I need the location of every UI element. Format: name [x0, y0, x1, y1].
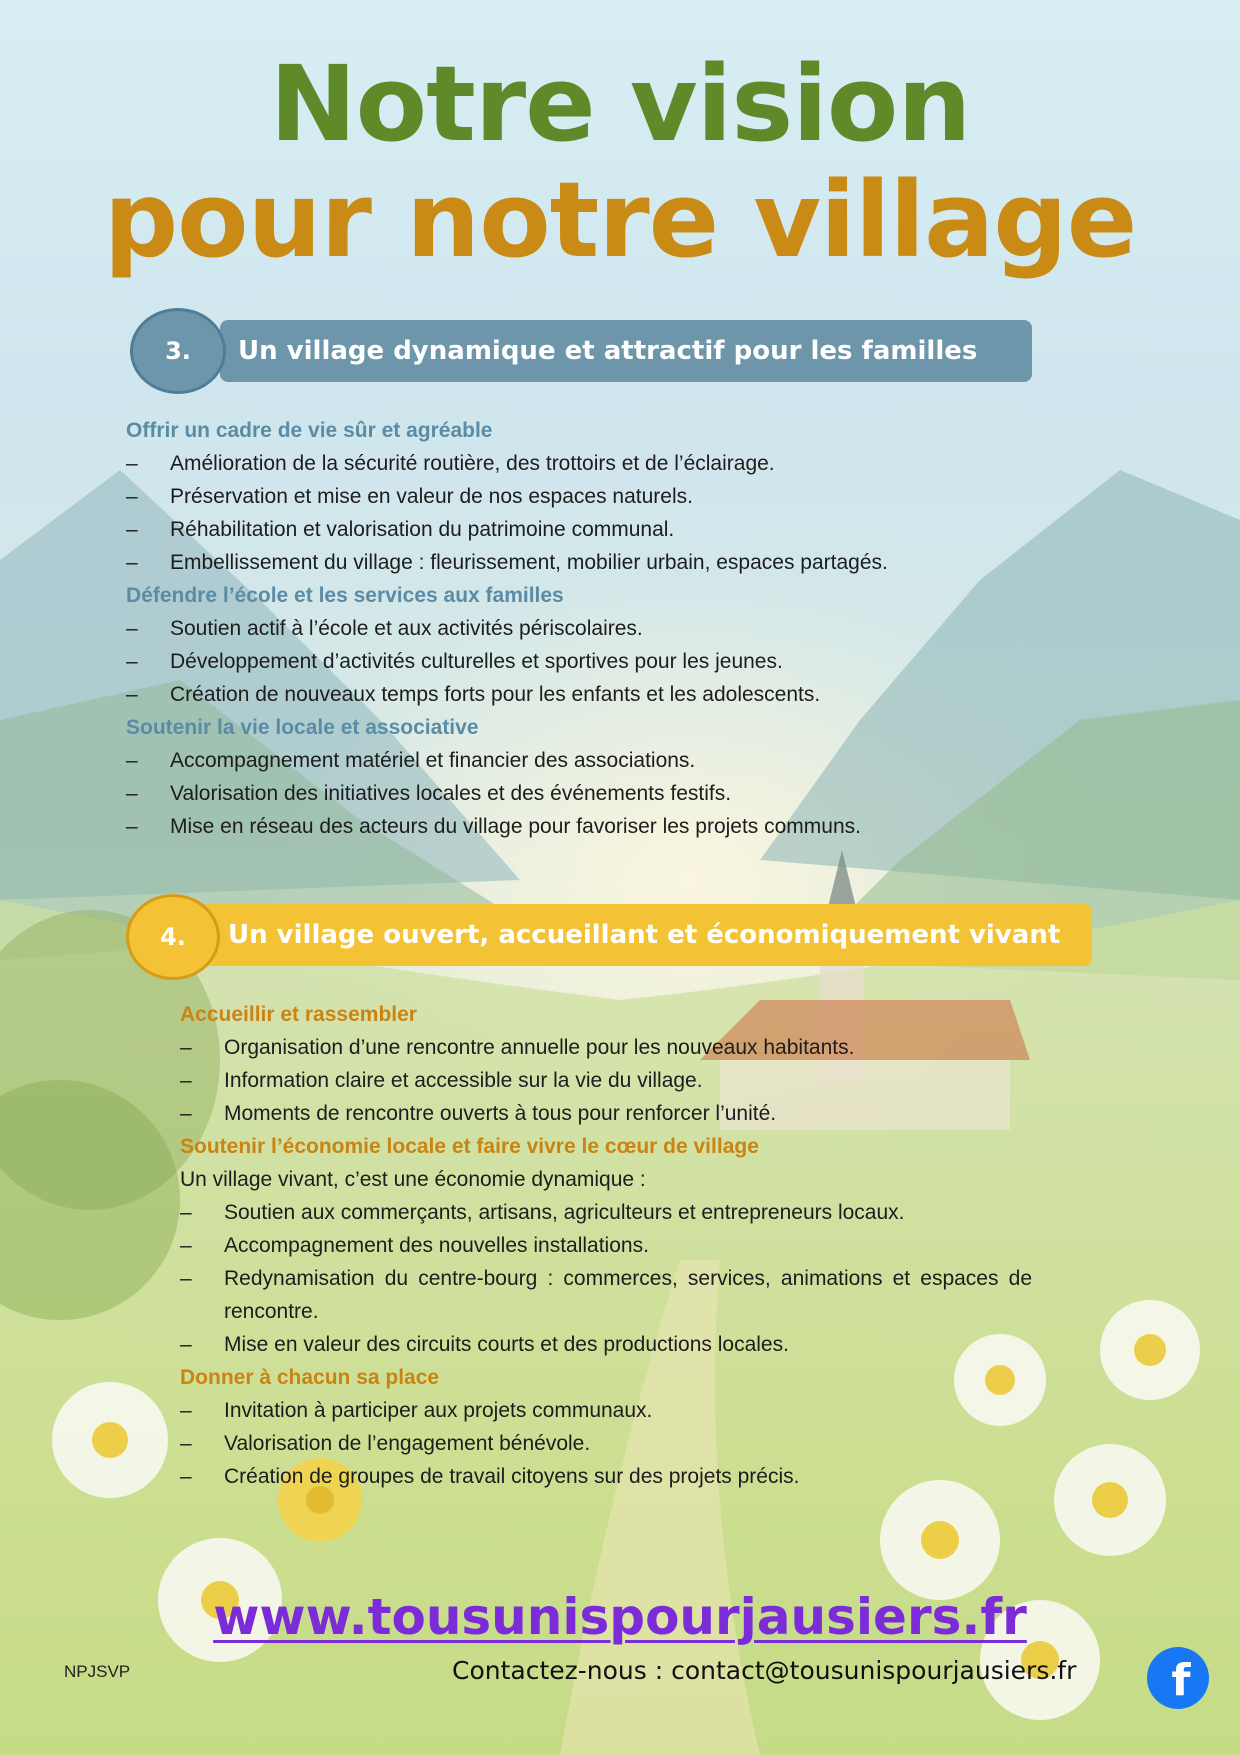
dash-bullet-icon: – — [126, 749, 138, 772]
dash-bullet-icon: – — [126, 452, 138, 475]
section4-group3-title: Donner à chacun sa place — [180, 1366, 440, 1389]
list-item: – Préservation et mise en valeur de nos espaces naturels. — [126, 480, 1066, 513]
dash-bullet-icon: – — [180, 1399, 192, 1422]
dash-bullet-icon: – — [126, 683, 138, 706]
dash-bullet-icon: – — [126, 518, 138, 541]
dash-bullet-icon: – — [180, 1102, 192, 1125]
dash-bullet-icon: – — [126, 782, 138, 805]
list-item: – Réhabilitation et valorisation du patrimoine communal. — [126, 513, 1066, 546]
list-item: – Valorisation des initiatives locales et des événements festifs. — [126, 777, 1066, 810]
list-item: – Développement d’activités culturelles et sportives pour les jeunes. — [126, 645, 1066, 678]
section3-content — [126, 414, 1066, 843]
list-item: – Information claire et accessible sur la vie du village. — [180, 1064, 1032, 1097]
list-item: – Soutien actif à l’école et aux activités périscolaires. — [126, 612, 1066, 645]
website-link[interactable]: www.tousunispourjausiers.fr — [213, 1588, 1027, 1646]
list-item: – Embellissement du village : fleurissement, mobilier urbain, espaces partagés. — [126, 546, 1066, 579]
facebook-letter: f — [1171, 1655, 1191, 1706]
dash-bullet-icon: – — [180, 1432, 192, 1455]
list-item: – Moments de rencontre ouverts à tous pour renforcer l’unité. — [180, 1097, 1032, 1130]
list-item: – Mise en valeur des circuits courts et des productions locales. — [180, 1328, 1032, 1361]
section3-group3-title: Soutenir la vie locale et associative — [126, 716, 479, 739]
dash-bullet-icon: – — [180, 1267, 192, 1290]
list-item: – Accompagnement des nouvelles installations. — [180, 1229, 1032, 1262]
section3-group2-title: Défendre l’école et les services aux familles — [126, 584, 564, 607]
dash-bullet-icon: – — [126, 650, 138, 673]
section4-group1-title: Accueillir et rassembler — [180, 1003, 417, 1026]
section4-number-badge: 4. — [126, 894, 220, 980]
dash-bullet-icon: – — [180, 1465, 192, 1488]
section4-heading: Un village ouvert, accueillant et économiquement vivant — [228, 920, 1061, 950]
dash-bullet-icon: – — [126, 485, 138, 508]
list-item: – Invitation à participer aux projets communaux. — [180, 1394, 1032, 1427]
section3-group1-title: Offrir un cadre de vie sûr et agréable — [126, 419, 493, 442]
page-title-line1: Notre vision — [269, 43, 971, 165]
section3-number-badge: 3. — [130, 308, 226, 394]
section4-group2-title: Soutenir l’économie locale et faire vivre le cœur de village — [180, 1135, 759, 1158]
contact-email-text[interactable]: Contactez-nous : contact@tousunispourjausiers.fr — [452, 1656, 1077, 1685]
dash-bullet-icon: – — [126, 617, 138, 640]
dash-bullet-icon: – — [180, 1201, 192, 1224]
list-item: – Création de groupes de travail citoyens sur des projets précis. — [180, 1460, 1032, 1493]
section4-group2-intro: Un village vivant, c’est une économie dynamique : — [180, 1168, 646, 1191]
dash-bullet-icon: – — [180, 1234, 192, 1257]
dash-bullet-icon: – — [126, 815, 138, 838]
section4-content — [180, 998, 1032, 1493]
footer-code: NPJSVP — [64, 1662, 131, 1681]
dash-bullet-icon: – — [180, 1069, 192, 1092]
dash-bullet-icon: – — [180, 1036, 192, 1059]
section4-banner — [200, 904, 1092, 966]
facebook-icon[interactable] — [1146, 1646, 1210, 1710]
page-title-line2: pour notre village — [103, 159, 1137, 281]
section3-heading: Un village dynamique et attractif pour les familles — [238, 336, 978, 366]
list-item: – Mise en réseau des acteurs du village pour favoriser les projets communs. — [126, 810, 1066, 843]
list-item: – Organisation d’une rencontre annuelle pour les nouveaux habitants. — [180, 1031, 1032, 1064]
list-item: – Accompagnement matériel et financier des associations. — [126, 744, 1066, 777]
list-item: – Création de nouveaux temps forts pour les enfants et les adolescents. — [126, 678, 1066, 711]
dash-bullet-icon: – — [126, 551, 138, 574]
list-item: – Valorisation de l’engagement bénévole. — [180, 1427, 1032, 1460]
list-item: – Redynamisation du centre-bourg : commerces, services, animations et espaces de rencontre. — [180, 1262, 1032, 1328]
dash-bullet-icon: – — [180, 1333, 192, 1356]
list-item: – Soutien aux commerçants, artisans, agriculteurs et entrepreneurs locaux. — [180, 1196, 1032, 1229]
list-item: – Amélioration de la sécurité routière, des trottoirs et de l’éclairage. — [126, 447, 1066, 480]
section3-banner — [220, 320, 1032, 382]
